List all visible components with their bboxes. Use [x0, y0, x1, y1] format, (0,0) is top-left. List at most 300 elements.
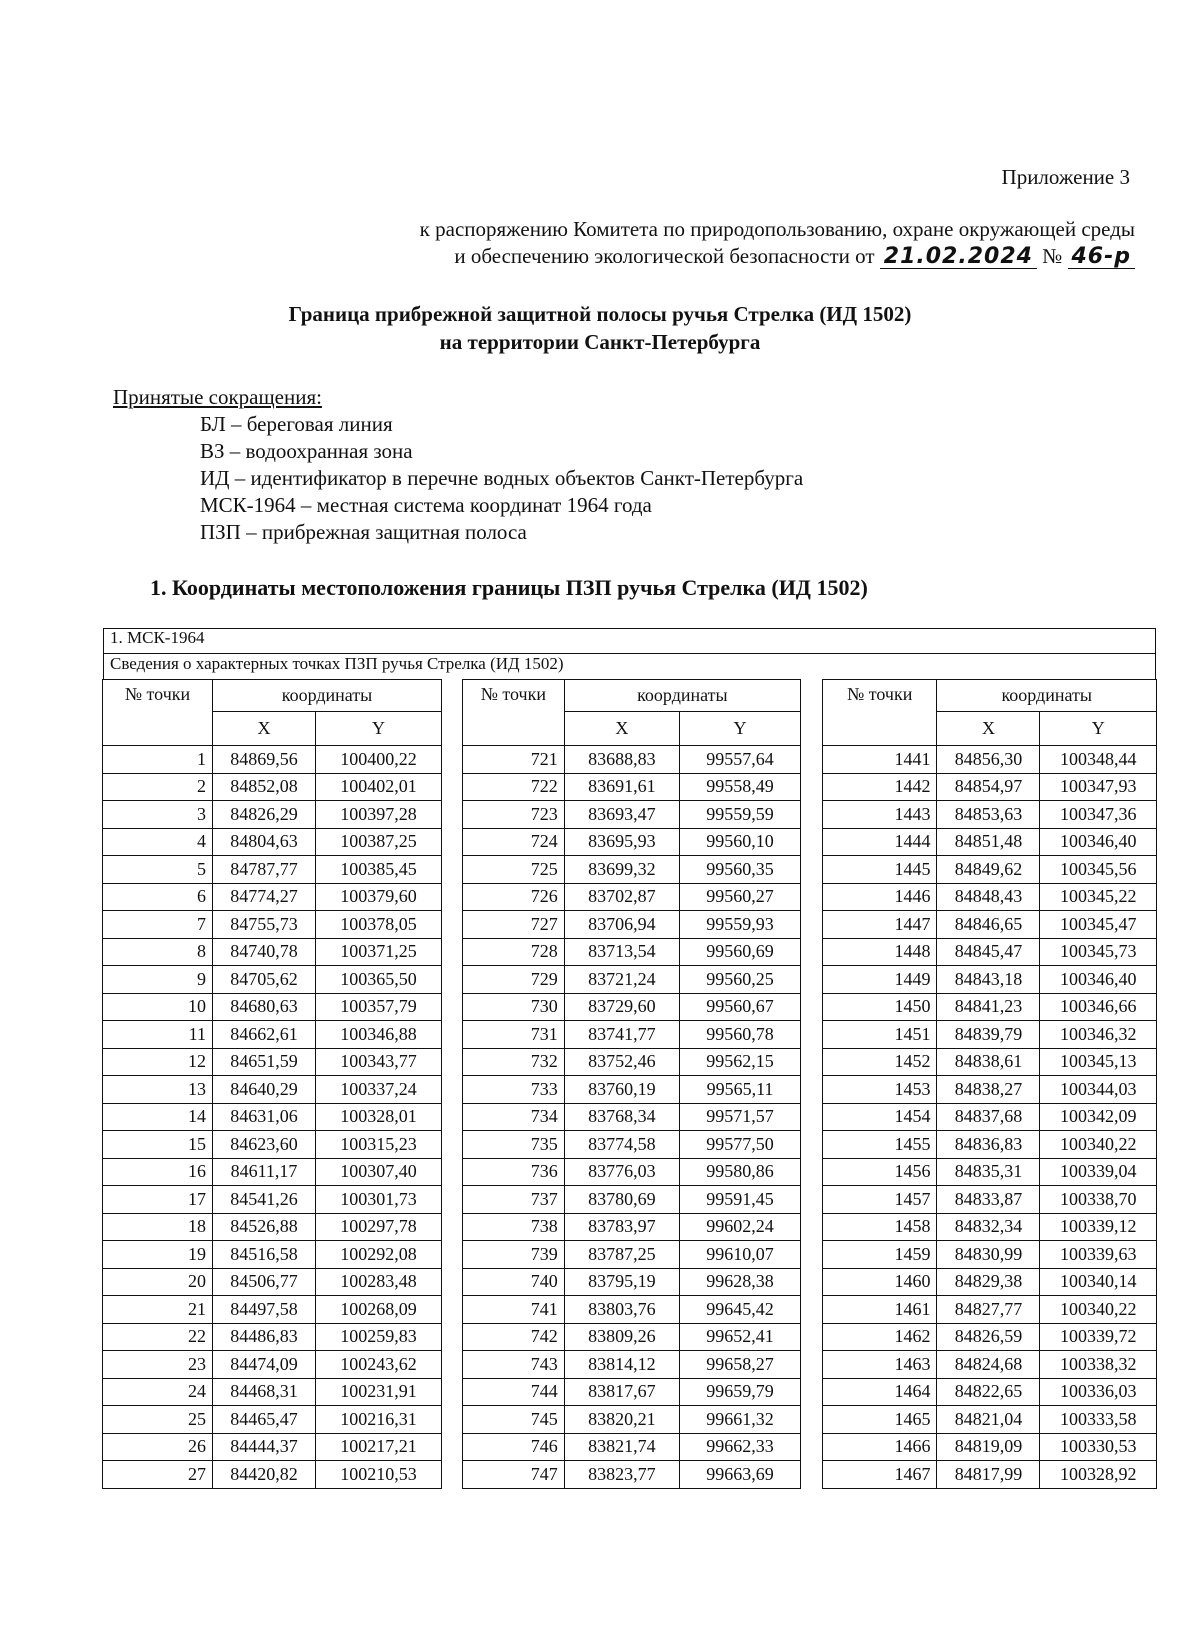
y-coordinate-cell: 100346,32	[1040, 1021, 1157, 1049]
y-coordinate-cell: 99560,67	[680, 993, 801, 1021]
x-coordinate-cell: 83695,93	[564, 828, 679, 856]
x-coordinate-cell: 84817,99	[937, 1461, 1040, 1489]
x-coordinate-cell: 83820,21	[564, 1406, 679, 1434]
y-coordinate-cell: 100347,36	[1040, 801, 1157, 829]
point-number-cell: 7	[103, 911, 213, 939]
table-row	[823, 1131, 1157, 1159]
y-coordinate-cell: 100297,78	[316, 1213, 442, 1241]
point-number-cell: 13	[103, 1076, 213, 1104]
point-number-cell: 10	[103, 993, 213, 1021]
y-coordinate-cell: 100268,09	[316, 1296, 442, 1324]
table-row	[463, 1351, 801, 1379]
col-header-coordinates: координаты	[937, 680, 1157, 712]
x-coordinate-cell: 84506,77	[213, 1268, 316, 1296]
x-coordinate-cell: 84474,09	[213, 1351, 316, 1379]
y-coordinate-cell: 100379,60	[316, 883, 442, 911]
y-coordinate-cell: 99562,15	[680, 1048, 801, 1076]
point-number-cell: 1457	[823, 1186, 937, 1214]
point-number-cell: 1456	[823, 1158, 937, 1186]
x-coordinate-cell: 84826,29	[213, 801, 316, 829]
x-coordinate-cell: 83691,61	[564, 773, 679, 801]
y-coordinate-cell: 99663,69	[680, 1461, 801, 1489]
table-row	[103, 1461, 442, 1489]
point-number-cell: 1458	[823, 1213, 937, 1241]
x-coordinate-cell: 84631,06	[213, 1103, 316, 1131]
table-row	[823, 993, 1157, 1021]
x-coordinate-cell: 84516,58	[213, 1241, 316, 1269]
y-coordinate-cell: 100378,05	[316, 911, 442, 939]
table-row	[463, 1131, 801, 1159]
y-coordinate-cell: 100307,40	[316, 1158, 442, 1186]
point-number-cell: 723	[463, 801, 565, 829]
table-row	[103, 1186, 442, 1214]
y-coordinate-cell: 99560,69	[680, 938, 801, 966]
table-row	[463, 1241, 801, 1269]
x-coordinate-cell: 84853,63	[937, 801, 1040, 829]
point-number-cell: 1	[103, 746, 213, 774]
y-coordinate-cell: 100339,72	[1040, 1323, 1157, 1351]
y-coordinate-cell: 99652,41	[680, 1323, 801, 1351]
col-header-point: № точки	[103, 680, 213, 746]
x-coordinate-cell: 84651,59	[213, 1048, 316, 1076]
y-coordinate-cell: 100365,50	[316, 966, 442, 994]
y-coordinate-cell: 100340,22	[1040, 1296, 1157, 1324]
table-row	[103, 1323, 442, 1351]
y-coordinate-cell: 100333,58	[1040, 1406, 1157, 1434]
table-row	[463, 883, 801, 911]
col-header-point: № точки	[823, 680, 937, 746]
point-number-cell: 746	[463, 1433, 565, 1461]
point-number-cell: 11	[103, 1021, 213, 1049]
table-row	[103, 801, 442, 829]
y-coordinate-cell: 99560,10	[680, 828, 801, 856]
y-coordinate-cell: 99560,78	[680, 1021, 801, 1049]
col-header-x: X	[564, 712, 679, 746]
y-coordinate-cell: 99560,27	[680, 883, 801, 911]
abbreviation-item: ИД – идентификатор в перечне водных объектов Санкт-Петербурга	[200, 466, 804, 490]
y-coordinate-cell: 100346,66	[1040, 993, 1157, 1021]
point-number-cell: 737	[463, 1186, 565, 1214]
y-coordinate-cell: 99559,59	[680, 801, 801, 829]
y-coordinate-cell: 100340,14	[1040, 1268, 1157, 1296]
table-row	[823, 1158, 1157, 1186]
y-coordinate-cell: 100387,25	[316, 828, 442, 856]
point-number-cell: 728	[463, 938, 565, 966]
table-row	[823, 773, 1157, 801]
x-coordinate-cell: 83706,94	[564, 911, 679, 939]
y-coordinate-cell: 100357,79	[316, 993, 442, 1021]
point-number-cell: 4	[103, 828, 213, 856]
y-coordinate-cell: 100283,48	[316, 1268, 442, 1296]
table-body	[103, 746, 442, 1489]
table-row	[823, 1406, 1157, 1434]
x-coordinate-cell: 83721,24	[564, 966, 679, 994]
table-row	[103, 966, 442, 994]
table-row	[463, 938, 801, 966]
x-coordinate-cell: 84623,60	[213, 1131, 316, 1159]
table-row	[823, 1076, 1157, 1104]
point-number-cell: 721	[463, 746, 565, 774]
y-coordinate-cell: 100402,01	[316, 773, 442, 801]
y-coordinate-cell: 99580,86	[680, 1158, 801, 1186]
x-coordinate-cell: 84465,47	[213, 1406, 316, 1434]
table-row	[463, 1186, 801, 1214]
x-coordinate-cell: 83814,12	[564, 1351, 679, 1379]
x-coordinate-cell: 83817,67	[564, 1378, 679, 1406]
y-coordinate-cell: 100301,73	[316, 1186, 442, 1214]
x-coordinate-cell: 83693,47	[564, 801, 679, 829]
point-number-cell: 726	[463, 883, 565, 911]
x-coordinate-cell: 84740,78	[213, 938, 316, 966]
table-row	[463, 746, 801, 774]
point-number-cell: 730	[463, 993, 565, 1021]
x-coordinate-cell: 83821,74	[564, 1433, 679, 1461]
x-coordinate-cell: 83803,76	[564, 1296, 679, 1324]
point-number-cell: 12	[103, 1048, 213, 1076]
coordinates-table-block-1	[102, 679, 442, 1489]
y-coordinate-cell: 99565,11	[680, 1076, 801, 1104]
table-row	[103, 1351, 442, 1379]
y-coordinate-cell: 100347,93	[1040, 773, 1157, 801]
point-number-cell: 9	[103, 966, 213, 994]
y-coordinate-cell: 100346,40	[1040, 828, 1157, 856]
point-number-cell: 1451	[823, 1021, 937, 1049]
x-coordinate-cell: 83768,34	[564, 1103, 679, 1131]
point-number-cell: 15	[103, 1131, 213, 1159]
table-row	[823, 1433, 1157, 1461]
x-coordinate-cell: 84848,43	[937, 883, 1040, 911]
order-line-1: к распоряжению Комитета по природопользованию, охране окружающей среды	[419, 217, 1135, 241]
table-row	[103, 1296, 442, 1324]
col-header-x: X	[937, 712, 1040, 746]
x-coordinate-cell: 83774,58	[564, 1131, 679, 1159]
x-coordinate-cell: 83783,97	[564, 1213, 679, 1241]
x-coordinate-cell: 84444,37	[213, 1433, 316, 1461]
point-number-cell: 3	[103, 801, 213, 829]
y-coordinate-cell: 100344,03	[1040, 1076, 1157, 1104]
x-coordinate-cell: 84819,09	[937, 1433, 1040, 1461]
y-coordinate-cell: 100346,88	[316, 1021, 442, 1049]
table-row	[823, 856, 1157, 884]
table-row	[463, 773, 801, 801]
y-coordinate-cell: 100343,77	[316, 1048, 442, 1076]
point-number-cell: 6	[103, 883, 213, 911]
handwritten-date: 21.02.2024	[880, 246, 1037, 269]
y-coordinate-cell: 99558,49	[680, 773, 801, 801]
point-number-cell: 8	[103, 938, 213, 966]
point-number-cell: 1452	[823, 1048, 937, 1076]
table-body	[823, 746, 1157, 1489]
point-number-cell: 729	[463, 966, 565, 994]
x-coordinate-cell: 83823,77	[564, 1461, 679, 1489]
table-row	[103, 1433, 442, 1461]
table-row	[823, 883, 1157, 911]
point-number-cell: 21	[103, 1296, 213, 1324]
point-number-cell: 27	[103, 1461, 213, 1489]
table-row	[823, 1103, 1157, 1131]
point-number-cell: 18	[103, 1213, 213, 1241]
x-coordinate-cell: 84829,38	[937, 1268, 1040, 1296]
x-coordinate-cell: 84824,68	[937, 1351, 1040, 1379]
point-number-cell: 724	[463, 828, 565, 856]
point-number-cell: 17	[103, 1186, 213, 1214]
table-row	[463, 1076, 801, 1104]
point-number-cell: 1464	[823, 1378, 937, 1406]
y-coordinate-cell: 99557,64	[680, 746, 801, 774]
table-row	[463, 1158, 801, 1186]
table-row	[823, 938, 1157, 966]
coordinates-table-block-3	[822, 679, 1157, 1489]
point-number-cell: 22	[103, 1323, 213, 1351]
y-coordinate-cell: 100217,21	[316, 1433, 442, 1461]
x-coordinate-cell: 84774,27	[213, 883, 316, 911]
x-coordinate-cell: 84705,62	[213, 966, 316, 994]
table-row	[103, 1131, 442, 1159]
point-number-cell: 5	[103, 856, 213, 884]
x-coordinate-cell: 83702,87	[564, 883, 679, 911]
point-number-cell: 1444	[823, 828, 937, 856]
table-row	[103, 746, 442, 774]
y-coordinate-cell: 100292,08	[316, 1241, 442, 1269]
appendix-label: Приложение 3	[1001, 165, 1130, 189]
y-coordinate-cell: 100243,62	[316, 1351, 442, 1379]
x-coordinate-cell: 84836,83	[937, 1131, 1040, 1159]
point-number-cell: 1462	[823, 1323, 937, 1351]
y-coordinate-cell: 100315,23	[316, 1131, 442, 1159]
y-coordinate-cell: 99559,93	[680, 911, 801, 939]
table-row	[463, 911, 801, 939]
table-row	[103, 1021, 442, 1049]
x-coordinate-cell: 84849,62	[937, 856, 1040, 884]
col-header-coordinates: координаты	[564, 680, 800, 712]
point-number-cell: 2	[103, 773, 213, 801]
y-coordinate-cell: 99628,38	[680, 1268, 801, 1296]
x-coordinate-cell: 84787,77	[213, 856, 316, 884]
y-coordinate-cell: 99658,27	[680, 1351, 801, 1379]
x-coordinate-cell: 84526,88	[213, 1213, 316, 1241]
point-number-cell: 743	[463, 1351, 565, 1379]
point-number-cell: 1461	[823, 1296, 937, 1324]
point-number-cell: 1441	[823, 746, 937, 774]
point-number-cell: 1447	[823, 911, 937, 939]
y-coordinate-cell: 100345,22	[1040, 883, 1157, 911]
x-coordinate-cell: 83699,32	[564, 856, 679, 884]
point-number-cell: 1443	[823, 801, 937, 829]
point-number-cell: 732	[463, 1048, 565, 1076]
point-number-cell: 1448	[823, 938, 937, 966]
table-row	[823, 801, 1157, 829]
table-row	[823, 1213, 1157, 1241]
x-coordinate-cell: 84846,65	[937, 911, 1040, 939]
table-row	[823, 966, 1157, 994]
point-number-cell: 14	[103, 1103, 213, 1131]
table-row	[463, 1433, 801, 1461]
table-row	[103, 773, 442, 801]
table-row	[823, 1323, 1157, 1351]
point-number-cell: 19	[103, 1241, 213, 1269]
table-row	[463, 1296, 801, 1324]
point-number-cell: 1442	[823, 773, 937, 801]
abbreviation-item: БЛ – береговая линия	[200, 412, 393, 436]
point-number-cell: 1454	[823, 1103, 937, 1131]
point-number-cell: 747	[463, 1461, 565, 1489]
y-coordinate-cell: 100338,32	[1040, 1351, 1157, 1379]
x-coordinate-cell: 84420,82	[213, 1461, 316, 1489]
document-title-line-2: на территории Санкт-Петербурга	[439, 330, 761, 354]
abbreviation-item: ВЗ – водоохранная зона	[200, 439, 413, 463]
table-row	[103, 1048, 442, 1076]
y-coordinate-cell: 100348,44	[1040, 746, 1157, 774]
x-coordinate-cell: 84611,17	[213, 1158, 316, 1186]
table-row	[103, 1378, 442, 1406]
x-coordinate-cell: 84827,77	[937, 1296, 1040, 1324]
y-coordinate-cell: 99571,57	[680, 1103, 801, 1131]
table-row	[823, 1186, 1157, 1214]
point-number-cell: 23	[103, 1351, 213, 1379]
table-row	[103, 1158, 442, 1186]
point-number-cell: 740	[463, 1268, 565, 1296]
table-row	[823, 1048, 1157, 1076]
x-coordinate-cell: 84835,31	[937, 1158, 1040, 1186]
table-row	[823, 1461, 1157, 1489]
x-coordinate-cell: 83752,46	[564, 1048, 679, 1076]
x-coordinate-cell: 84869,56	[213, 746, 316, 774]
point-number-cell: 731	[463, 1021, 565, 1049]
x-coordinate-cell: 83780,69	[564, 1186, 679, 1214]
table-row	[463, 1021, 801, 1049]
table-row	[463, 856, 801, 884]
point-number-cell: 1466	[823, 1433, 937, 1461]
y-coordinate-cell: 99662,33	[680, 1433, 801, 1461]
col-header-coordinates: координаты	[213, 680, 442, 712]
x-coordinate-cell: 84541,26	[213, 1186, 316, 1214]
y-coordinate-cell: 99659,79	[680, 1378, 801, 1406]
y-coordinate-cell: 100328,01	[316, 1103, 442, 1131]
table-row	[463, 1268, 801, 1296]
table-row	[103, 1406, 442, 1434]
table-row	[823, 746, 1157, 774]
y-coordinate-cell: 100337,24	[316, 1076, 442, 1104]
x-coordinate-cell: 84640,29	[213, 1076, 316, 1104]
point-number-cell: 24	[103, 1378, 213, 1406]
table-row	[463, 1213, 801, 1241]
y-coordinate-cell: 100340,22	[1040, 1131, 1157, 1159]
table-row	[823, 1296, 1157, 1324]
x-coordinate-cell: 84662,61	[213, 1021, 316, 1049]
x-coordinate-cell: 83760,19	[564, 1076, 679, 1104]
x-coordinate-cell: 84852,08	[213, 773, 316, 801]
table-row	[103, 883, 442, 911]
x-coordinate-cell: 84826,59	[937, 1323, 1040, 1351]
y-coordinate-cell: 100346,40	[1040, 966, 1157, 994]
y-coordinate-cell: 100345,73	[1040, 938, 1157, 966]
table-row	[823, 1351, 1157, 1379]
point-number-cell: 725	[463, 856, 565, 884]
point-number-cell: 741	[463, 1296, 565, 1324]
y-coordinate-cell: 100328,92	[1040, 1461, 1157, 1489]
table-row	[463, 966, 801, 994]
x-coordinate-cell: 84804,63	[213, 828, 316, 856]
table-row	[103, 1076, 442, 1104]
number-sign: №	[1042, 244, 1063, 268]
point-number-cell: 26	[103, 1433, 213, 1461]
point-number-cell: 734	[463, 1103, 565, 1131]
x-coordinate-cell: 84832,34	[937, 1213, 1040, 1241]
x-coordinate-cell: 84486,83	[213, 1323, 316, 1351]
x-coordinate-cell: 84856,30	[937, 746, 1040, 774]
table-row	[103, 1103, 442, 1131]
col-header-point: № точки	[463, 680, 565, 746]
x-coordinate-cell: 83809,26	[564, 1323, 679, 1351]
point-number-cell: 1465	[823, 1406, 937, 1434]
order-line-2-text: и обеспечению экологической безопасности от	[454, 244, 875, 268]
y-coordinate-cell: 99560,35	[680, 856, 801, 884]
point-number-cell: 1446	[823, 883, 937, 911]
table-row	[103, 856, 442, 884]
point-number-cell: 1467	[823, 1461, 937, 1489]
y-coordinate-cell: 100339,12	[1040, 1213, 1157, 1241]
y-coordinate-cell: 100216,31	[316, 1406, 442, 1434]
x-coordinate-cell: 83741,77	[564, 1021, 679, 1049]
table-row	[463, 1103, 801, 1131]
table-row	[823, 1268, 1157, 1296]
table-row	[463, 828, 801, 856]
x-coordinate-cell: 84680,63	[213, 993, 316, 1021]
y-coordinate-cell: 100385,45	[316, 856, 442, 884]
point-number-cell: 739	[463, 1241, 565, 1269]
table-caption-description: Сведения о характерных точках ПЗП ручья Стрелка (ИД 1502)	[110, 654, 564, 673]
table-row	[463, 1461, 801, 1489]
point-number-cell: 736	[463, 1158, 565, 1186]
point-number-cell: 1455	[823, 1131, 937, 1159]
table-row	[463, 1048, 801, 1076]
table-row	[103, 938, 442, 966]
table-row	[823, 1241, 1157, 1269]
abbreviations-heading: Принятые сокращения:	[113, 385, 322, 409]
point-number-cell: 745	[463, 1406, 565, 1434]
x-coordinate-cell: 84833,87	[937, 1186, 1040, 1214]
point-number-cell: 1460	[823, 1268, 937, 1296]
x-coordinate-cell: 83729,60	[564, 993, 679, 1021]
table-row	[103, 1213, 442, 1241]
x-coordinate-cell: 84838,61	[937, 1048, 1040, 1076]
y-coordinate-cell: 100371,25	[316, 938, 442, 966]
table-row	[463, 1323, 801, 1351]
y-coordinate-cell: 99560,25	[680, 966, 801, 994]
point-number-cell: 16	[103, 1158, 213, 1186]
x-coordinate-cell: 83776,03	[564, 1158, 679, 1186]
point-number-cell: 744	[463, 1378, 565, 1406]
y-coordinate-cell: 100330,53	[1040, 1433, 1157, 1461]
table-body	[463, 746, 801, 1489]
y-coordinate-cell: 100342,09	[1040, 1103, 1157, 1131]
table-row	[103, 911, 442, 939]
x-coordinate-cell: 84755,73	[213, 911, 316, 939]
x-coordinate-cell: 84822,65	[937, 1378, 1040, 1406]
table-caption-system: 1. МСК-1964	[110, 628, 205, 647]
document-title-line-1: Граница прибрежной защитной полосы ручья Стрелка (ИД 1502)	[288, 302, 912, 326]
point-number-cell: 1463	[823, 1351, 937, 1379]
y-coordinate-cell: 99577,50	[680, 1131, 801, 1159]
x-coordinate-cell: 84468,31	[213, 1378, 316, 1406]
y-coordinate-cell: 100339,63	[1040, 1241, 1157, 1269]
y-coordinate-cell: 99645,42	[680, 1296, 801, 1324]
x-coordinate-cell: 84837,68	[937, 1103, 1040, 1131]
handwritten-number: 46-р	[1068, 246, 1136, 269]
x-coordinate-cell: 83688,83	[564, 746, 679, 774]
x-coordinate-cell: 84838,27	[937, 1076, 1040, 1104]
point-number-cell: 735	[463, 1131, 565, 1159]
